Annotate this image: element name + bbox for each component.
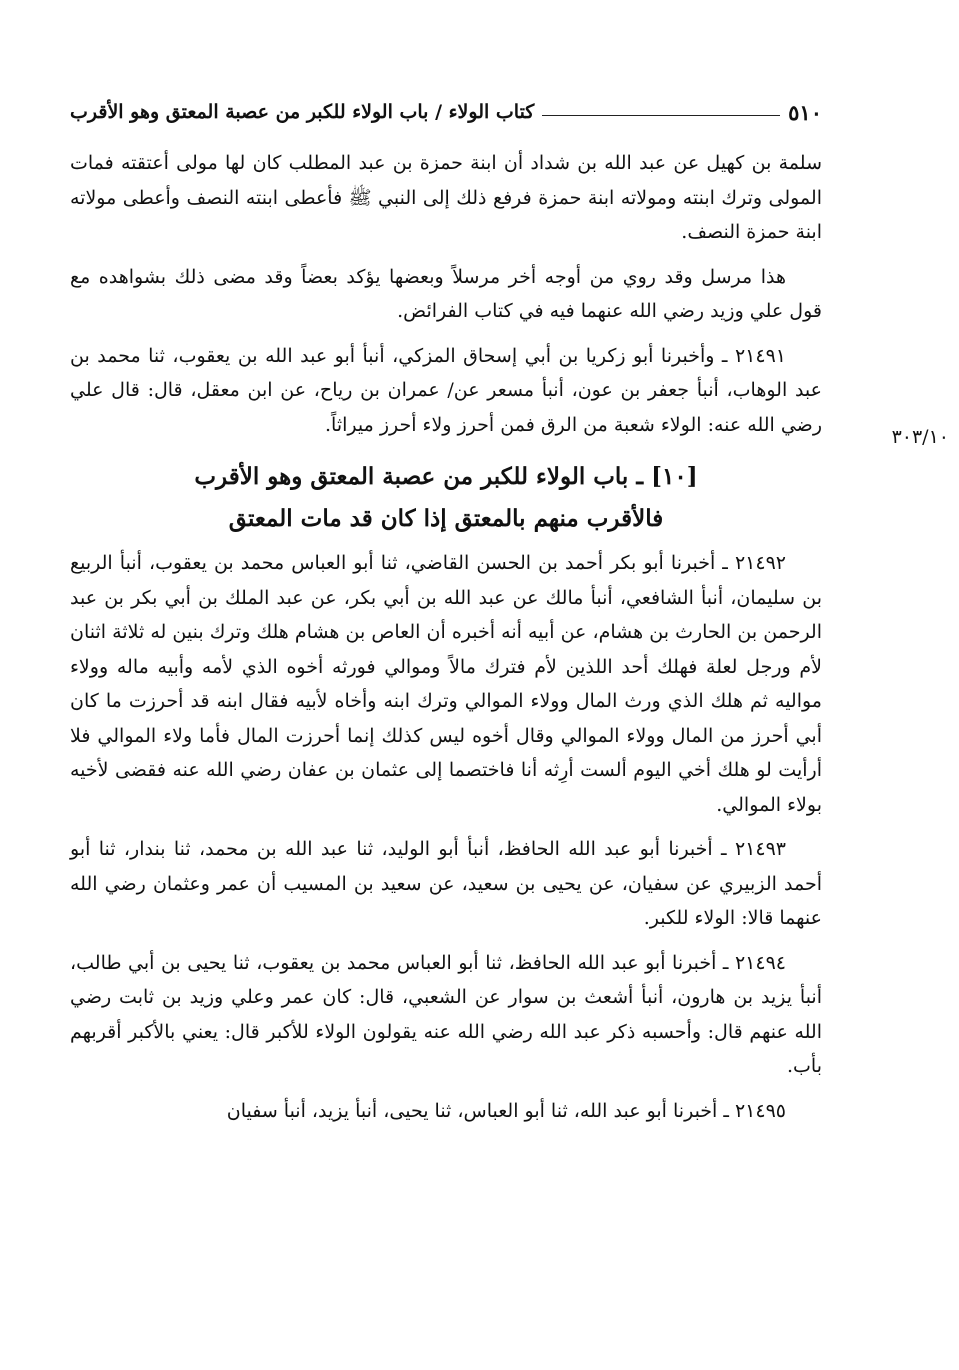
document-page <box>70 92 822 1128</box>
hadith-21494 <box>70 946 822 1084</box>
hadith-21492-text: ٢١٤٩٢ ـ أخبرنا أبو بكر أحمد بن الحسن القاضي، ثنا أبو العباس محمد بن يعقوب، أنبأ الربيع بن سليمان، أنبأ الشافعي، أنبأ مالك عن عبد الله بن أبي بكر، عن عبد الملك بن أبي بكر بن عبد الرحمن بن الحارث بن هشام، عن أبيه أنه أخبره أن العاص بن هشام هلك وترك بنين له ثلاثة اثنان لأم ورجل لعلة فهلك أحد اللذين لأم فترك مالاً وموالي فورثه أخوه الذي لأمه وأبيه ماله وولاء مواليه ثم هلك الذي ورث المال وولاء الموالي وترك ابنه وأخاه لأبيه فقال ابنه قد أحرزت ما كان أبي أحرز من المال وولاء الموالي وقال أخوه ليس كذلك إنما أحرزت المال فأما ولاء الموالي فلا أرأيت لو هلك أخي اليوم ألست أرِثه أنا فاختصما إلى عثمان بن عفان رضي الله عنه فقضى لأخيه بولاء الموالي. <box>70 552 822 816</box>
paragraph-continuation: سلمة بن كهيل عن عبد الله بن شداد أن ابنة حمزة بن عبد المطلب كان لها مولى أعتقته فمات المولى وترك ابنته ومولاته ابنة حمزة فرفع ذلك إلى النبي ﷺ فأعطى ابنته النصف وأعطى مولاته ابنة حمزة النصف. <box>70 152 822 243</box>
chapter-heading-line2: فالأقرب منهم بالمعتق إذا كان قد مات المعتق <box>228 505 664 532</box>
hadith-21491 <box>70 339 822 443</box>
chapter-heading <box>70 456 822 540</box>
running-title: كتاب الولاء / باب الولاء للكبر من عصبة المعتق وهو الأقرب <box>70 101 535 123</box>
paragraph-commentary <box>70 260 822 329</box>
header-rule <box>542 115 780 116</box>
hadith-21495 <box>70 1094 822 1129</box>
hadith-21494-text: ٢١٤٩٤ ـ أخبرنا أبو عبد الله الحافظ، ثنا أبو العباس محمد بن يعقوب، ثنا يحيى بن أبي طالب، أنبأ يزيد بن هارون، أنبأ أشعث بن سوار عن الشعبي، قال: كان عمر وعلي وزيد بن ثابت رضي الله عنهم قال: وأحسبه ذكر عبد الله رضي الله عنه يقولون الولاء للأكبر قال: يعني بالأكبر أقربهم بأب. <box>70 951 822 1077</box>
paragraph-commentary-text: هذا مرسل وقد روي من أوجه أخر مرسلاً وبعضها يؤكد بعضاً وقد مضى ذلك بشواهده مع قول علي وزيد رضي الله عنهما فيه في كتاب الفرائض. <box>70 265 822 322</box>
page-number: ٥١٠ <box>788 99 822 125</box>
hadith-21493-text: ٢١٤٩٣ ـ أخبرنا أبو عبد الله الحافظ، أنبأ أبو الوليد، ثنا عبد الله بن محمد، ثنا بندار، ثنا أبو أحمد الزبيري عن سفيان، عن يحيى بن سعيد، عن سعيد بن المسيب أن عمر وعثمان رضي الله عنهما قالا: الولاء للكبر. <box>70 838 822 929</box>
hadith-21492 <box>70 546 822 822</box>
chapter-heading-line1: [١٠] ـ باب الولاء للكبر من عصبة المعتق وهو الأقرب <box>194 463 698 490</box>
page-header <box>70 92 822 132</box>
hadith-21495-text: ٢١٤٩٥ ـ أخبرنا أبو عبد الله، ثنا أبو العباس، ثنا يحيى، أنبأ يزيد، أنبأ سفيان <box>226 1099 786 1122</box>
hadith-21493 <box>70 832 822 936</box>
margin-volume-page-note: ٣٠٣/١٠ <box>891 426 949 448</box>
hadith-21491-text: ٢١٤٩١ ـ وأخبرنا أبو زكريا بن أبي إسحاق المزكي، أنبأ أبو عبد الله بن يعقوب، ثنا محمد بن عبد الوهاب، أنبأ جعفر بن عون، أنبأ مسعر عن/ عمران بن رياح، عن ابن معقل، قال: قال علي رضي الله عنه: الولاء شعبة من الرق فمن أحرز ولاء أحرز ميراثاً. <box>70 344 822 436</box>
